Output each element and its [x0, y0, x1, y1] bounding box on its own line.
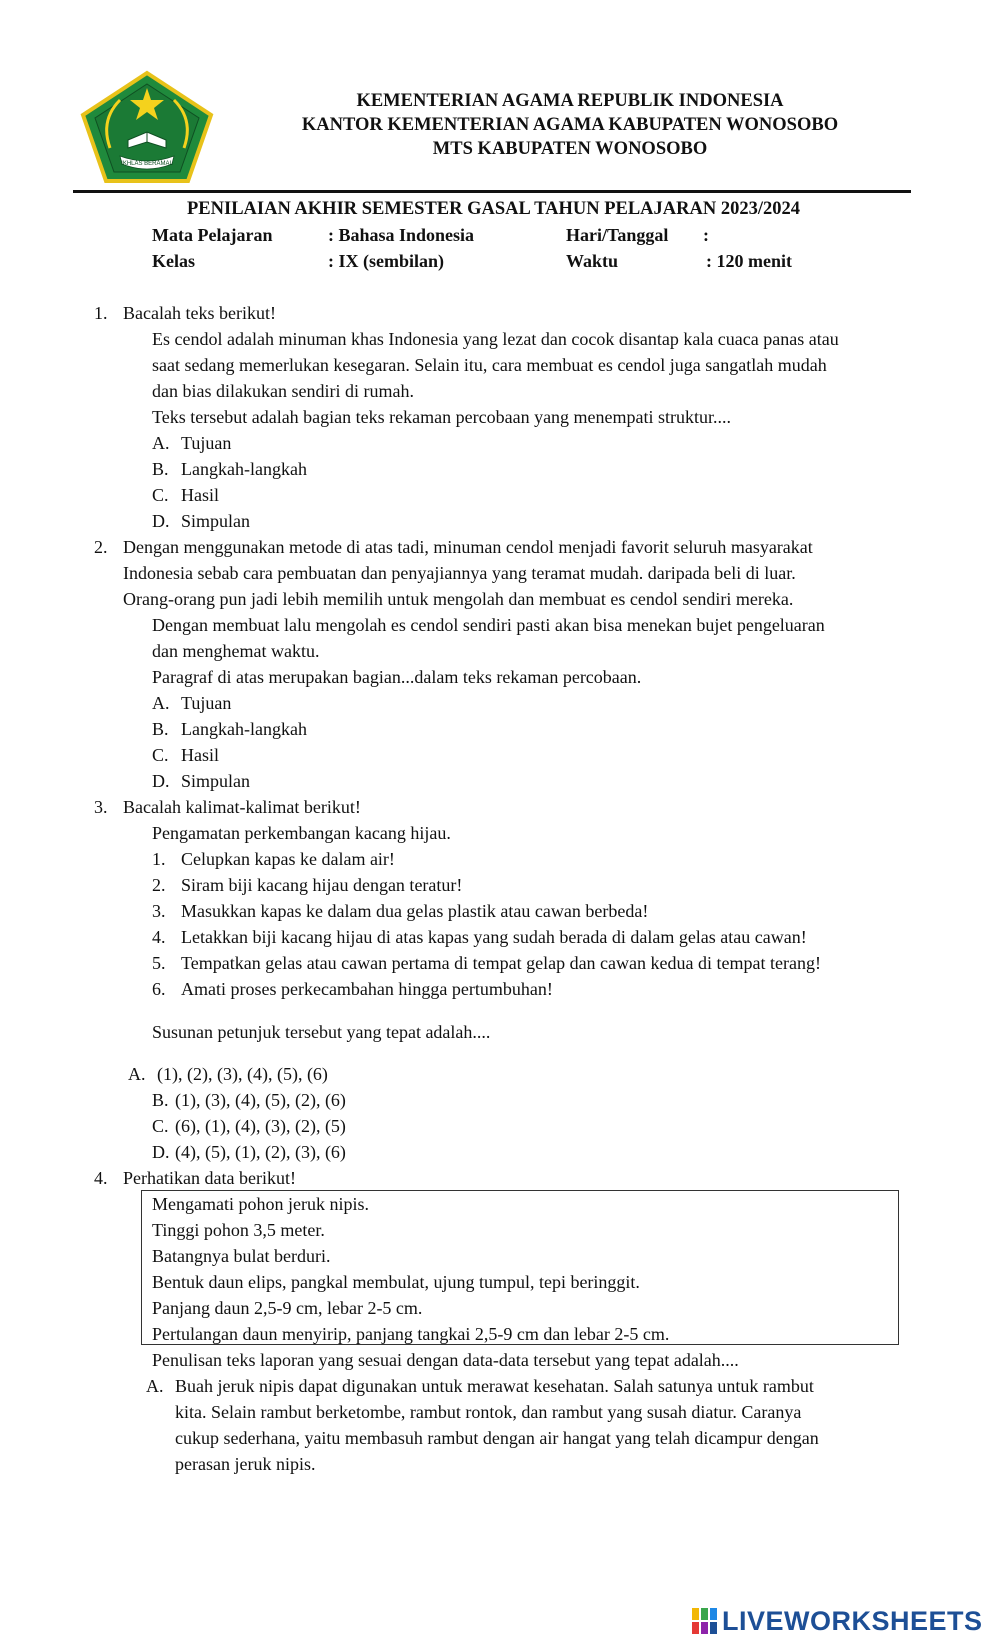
q4-option-line[interactable]: Buah jeruk nipis dapat digunakan untuk merawat kesehatan. Salah satunya untuk rambut: [175, 1376, 814, 1396]
q3-option-text[interactable]: (6), (1), (4), (3), (2), (5): [175, 1116, 346, 1136]
q3-step-number: 1.: [152, 849, 166, 869]
q4-data-line: Pertulangan daun menyirip, panjang tangkai 2,5-9 cm dan lebar 2-5 cm.: [152, 1324, 670, 1344]
day-value: :: [703, 225, 709, 245]
q3-step-text: Celupkan kapas ke dalam air!: [181, 849, 395, 869]
q3-number: 3.: [94, 797, 108, 817]
q2-passage-line: Orang-orang pun jadi lebih memilih untuk mengolah dan membuat es cendol sendiri mereka.: [123, 589, 794, 609]
q3-option-text[interactable]: (1), (2), (3), (4), (5), (6): [157, 1064, 328, 1084]
header-ministry: KEMENTERIAN AGAMA REPUBLIK INDONESIA: [356, 91, 784, 111]
q4-question: Penulisan teks laporan yang sesuai dengan data-data tersebut yang tepat adalah....: [152, 1350, 739, 1370]
q3-step-number: 2.: [152, 875, 166, 895]
q2-question: Paragraf di atas merupakan bagian...dalam teks rekaman percobaan.: [152, 667, 642, 687]
q1-option-text[interactable]: Hasil: [181, 485, 219, 505]
q4-prompt: Perhatikan data berikut!: [123, 1168, 296, 1188]
subject-value: : Bahasa Indonesia: [328, 225, 475, 245]
q3-question: Susunan petunjuk tersebut yang tepat adalah....: [152, 1022, 491, 1042]
q1-option-letter: C.: [152, 485, 169, 505]
q3-option-letter: B.: [152, 1090, 169, 1110]
q2-option-text[interactable]: Hasil: [181, 745, 219, 765]
q1-number: 1.: [94, 303, 108, 323]
q2-passage-line: dan menghemat waktu.: [152, 641, 320, 661]
q3-step-text: Siram biji kacang hijau dengan teratur!: [181, 875, 463, 895]
q1-question: Teks tersebut adalah bagian teks rekaman percobaan yang menempati struktur....: [152, 407, 732, 427]
q3-option-letter: D.: [152, 1142, 170, 1162]
subject-label: Mata Pelajaran: [152, 225, 273, 245]
q4-data-line: Batangnya bulat berduri.: [152, 1246, 331, 1266]
q2-option-text[interactable]: Tujuan: [181, 693, 232, 713]
q2-option-letter: A.: [152, 693, 170, 713]
q2-option-letter: B.: [152, 719, 169, 739]
liveworksheets-logo-icon: [692, 1608, 718, 1634]
q1-option-text[interactable]: Simpulan: [181, 511, 251, 531]
q4-data-line: Tinggi pohon 3,5 meter.: [152, 1220, 325, 1240]
q2-passage-line: Dengan membuat lalu mengolah es cendol sendiri pasti akan bisa menekan bujet pengeluaran: [152, 615, 825, 635]
q3-step-text: Masukkan kapas ke dalam dua gelas plastik atau cawan berbeda!: [181, 901, 649, 921]
liveworksheets-watermark: [692, 1606, 983, 1636]
q3-option-letter: C.: [152, 1116, 169, 1136]
q1-option-text[interactable]: Langkah-langkah: [181, 459, 307, 479]
q3-step-text: Letakkan biji kacang hijau di atas kapas yang sudah berada di dalam gelas atau cawan!: [181, 927, 807, 947]
q2-option-letter: D.: [152, 771, 170, 791]
q4-data-line: Panjang daun 2,5-9 cm, lebar 2-5 cm.: [152, 1298, 423, 1318]
q4-option-letter: A.: [146, 1376, 164, 1396]
q2-number: 2.: [94, 537, 108, 557]
q3-prompt: Bacalah kalimat-kalimat berikut!: [123, 797, 361, 817]
q4-data-line: Mengamati pohon jeruk nipis.: [152, 1194, 369, 1214]
q4-option-line[interactable]: cukup sederhana, yaitu membasuh rambut dengan air hangat yang telah dicampur dengan: [175, 1428, 819, 1448]
header-divider: [73, 190, 911, 193]
header-school: MTS KABUPATEN WONOSOBO: [432, 139, 708, 159]
time-value: : 120 menit: [706, 251, 792, 271]
day-label: Hari/Tanggal: [566, 225, 669, 245]
q3-option-text[interactable]: (4), (5), (1), (2), (3), (6): [175, 1142, 346, 1162]
logo-motto: IKHLAS BERAMAL: [121, 161, 173, 167]
exam-title: PENILAIAN AKHIR SEMESTER GASAL TAHUN PELAJARAN 2023/2024: [187, 199, 800, 219]
q3-option-letter: A.: [128, 1064, 146, 1084]
header-office: KANTOR KEMENTERIAN AGAMA KABUPATEN WONOSOBO: [301, 115, 839, 135]
q3-option-text[interactable]: (1), (3), (4), (5), (2), (6): [175, 1090, 346, 1110]
q3-intro: Pengamatan perkembangan kacang hijau.: [152, 823, 451, 843]
q1-prompt: Bacalah teks berikut!: [123, 303, 276, 323]
q1-passage-line: Es cendol adalah minuman khas Indonesia yang lezat dan cocok disantap kala cuaca panas atau: [152, 329, 839, 349]
ministry-logo: [80, 70, 215, 183]
q3-step-number: 5.: [152, 953, 166, 973]
q3-step-text: Amati proses perkecambahan hingga pertumbuhan!: [181, 979, 553, 999]
q2-option-text[interactable]: Simpulan: [181, 771, 251, 791]
q4-data-line: Bentuk daun elips, pangkal membulat, ujung tumpul, tepi beringgit.: [152, 1272, 640, 1292]
q4-option-line[interactable]: perasan jeruk nipis.: [175, 1454, 316, 1474]
q3-step-number: 3.: [152, 901, 166, 921]
class-label: Kelas: [152, 251, 195, 271]
q4-option-line[interactable]: kita. Selain rambut berketombe, rambut rontok, dan rambut yang susah diatur. Caranya: [175, 1402, 802, 1422]
q2-option-letter: C.: [152, 745, 169, 765]
q1-option-letter: B.: [152, 459, 169, 479]
class-value: : IX (sembilan): [328, 251, 444, 271]
q2-passage-line: Indonesia sebab cara pembuatan dan penyajiannya yang teramat mudah. daripada beli di luar.: [123, 563, 796, 583]
q1-option-letter: D.: [152, 511, 170, 531]
q1-passage-line: dan bias dilakukan sendiri di rumah.: [152, 381, 414, 401]
q2-passage-line: Dengan menggunakan metode di atas tadi, minuman cendol menjadi favorit seluruh masyarakat: [123, 537, 813, 557]
liveworksheets-brand: LIVEWORKSHEETS: [722, 1605, 983, 1636]
q3-step-text: Tempatkan gelas atau cawan pertama di tempat gelap dan cawan kedua di tempat terang!: [181, 953, 821, 973]
q1-option-letter: A.: [152, 433, 170, 453]
q2-option-text[interactable]: Langkah-langkah: [181, 719, 307, 739]
q3-step-number: 4.: [152, 927, 166, 947]
q1-passage-line: saat sedang memerlukan kesegaran. Selain itu, cara membuat es cendol juga sangatlah mudah: [152, 355, 827, 375]
q3-step-number: 6.: [152, 979, 166, 999]
q4-number: 4.: [94, 1168, 108, 1188]
time-label: Waktu: [566, 251, 619, 271]
q1-option-text[interactable]: Tujuan: [181, 433, 232, 453]
